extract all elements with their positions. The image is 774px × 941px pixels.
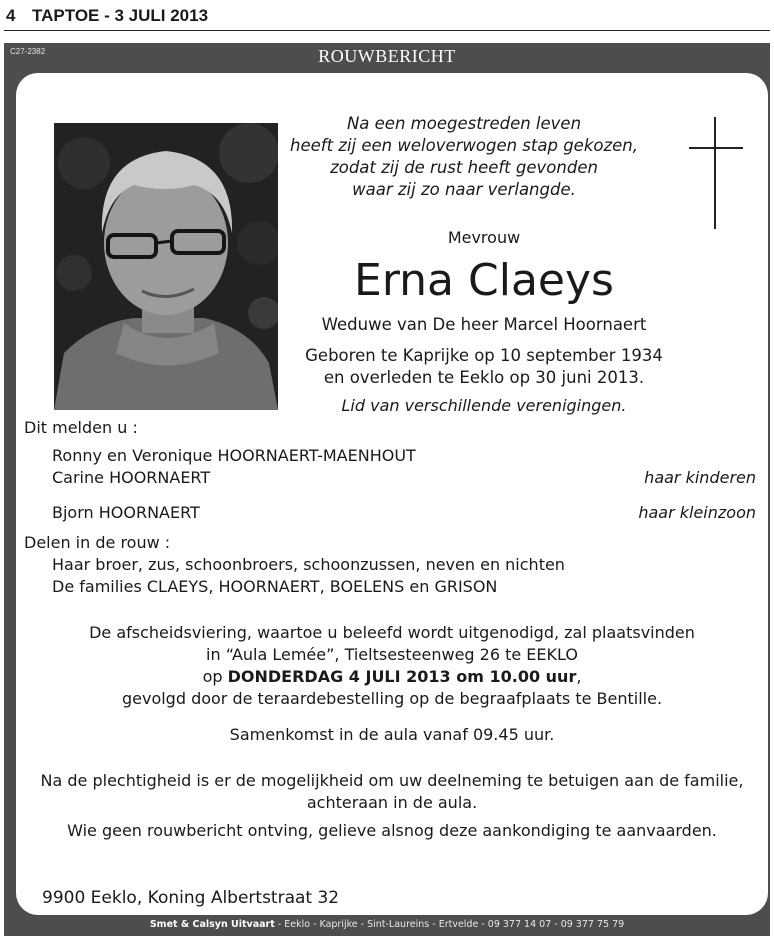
obituary-card [16,73,768,915]
notice-heading: ROUWBERICHT [318,46,456,66]
ad-code: C27-2382 [10,47,46,56]
page-number: 4 [6,6,16,25]
salutation: Mevrouw [447,228,521,247]
announcer: Bjorn HOORNAERT [52,503,200,522]
funeral-home-name: Smet & Calsyn Uitvaart [149,919,275,930]
widow-of: Weduwe van De heer Marcel Hoornaert [321,315,647,334]
ceremony-line: in “Aula Lemée”, Tieltsesteenweg 26 te EEKLO [206,645,578,664]
announcers-label: Dit melden u : [24,418,138,437]
funeral-home-footer [4,919,770,930]
condolence [28,770,756,814]
gathering: Samenkomst in de aula vanaf 09.45 uur. [229,725,555,744]
request: Wie geen rouwbericht ontving, gelieve alsnog deze aankondiging te aanvaarden. [67,821,717,840]
poem [254,113,674,201]
ceremony [28,622,756,710]
page-header-title: TAPTOE - 3 JULI 2013 [32,6,209,25]
death-line: en overleden te Eeklo op 30 juni 2013. [323,368,645,387]
membership: Lid van verschillende verenigingen. [341,396,627,415]
mourner: De families CLAEYS, HOORNAERT, BOELENS en GRISON [52,577,498,596]
mourners-label: Delen in de rouw : [24,533,171,552]
header-rule [4,30,770,31]
portrait-photo [54,123,278,410]
ceremony-date-prefix: op [202,667,223,686]
page-header [4,6,770,32]
announcer: Carine HOORNAERT [52,468,211,487]
condolence-line: Na de plechtigheid is er de mogelijkheid om uw deelneming te betuigen aan de familie, [40,771,744,790]
children-label: haar kinderen [644,468,756,487]
ceremony-date-suffix: , [576,667,582,686]
poem-line: waar zij zo naar verlangde. [352,180,576,199]
ceremony-line: gevolgd door de teraardebestelling op de begraafplaats te Bentille. [121,689,663,708]
grandchild-label: haar kleinzoon [638,503,756,522]
condolence-line: achteraan in de aula. [306,793,478,812]
birth-death [264,345,704,389]
announcer: Ronny en Veronique HOORNAERT-MAENHOUT [52,446,416,465]
deceased-name: Erna Claeys [354,255,614,306]
address: 9900 Eeklo, Koning Albertstraat 32 [42,888,340,908]
ceremony-date: DONDERDAG 4 JULI 2013 om 10.00 uur [227,667,577,686]
funeral-home-details: - Eeklo - Kaprijke - Sint-Laureins - Ertvelde - 09 377 14 07 - 09 377 75 79 [274,919,625,930]
ceremony-date-line [28,666,756,688]
birth-line: Geboren te Kaprijke op 10 september 1934 [305,346,663,365]
latin-cross-icon-bar [689,147,743,149]
ceremony-line: De afscheidsviering, waartoe u beleefd wordt uitgenodigd, zal plaatsvinden [89,623,695,642]
poem-line: heeft zij een weloverwogen stap gekozen, [290,136,638,155]
obituary-frame [4,43,770,936]
latin-cross-icon [714,117,716,229]
poem-line: zodat zij de rust heeft gevonden [330,158,598,177]
poem-line: Na een moegestreden leven [346,114,582,133]
mourner: Haar broer, zus, schoonbroers, schoonzussen, neven en nichten [52,555,565,574]
